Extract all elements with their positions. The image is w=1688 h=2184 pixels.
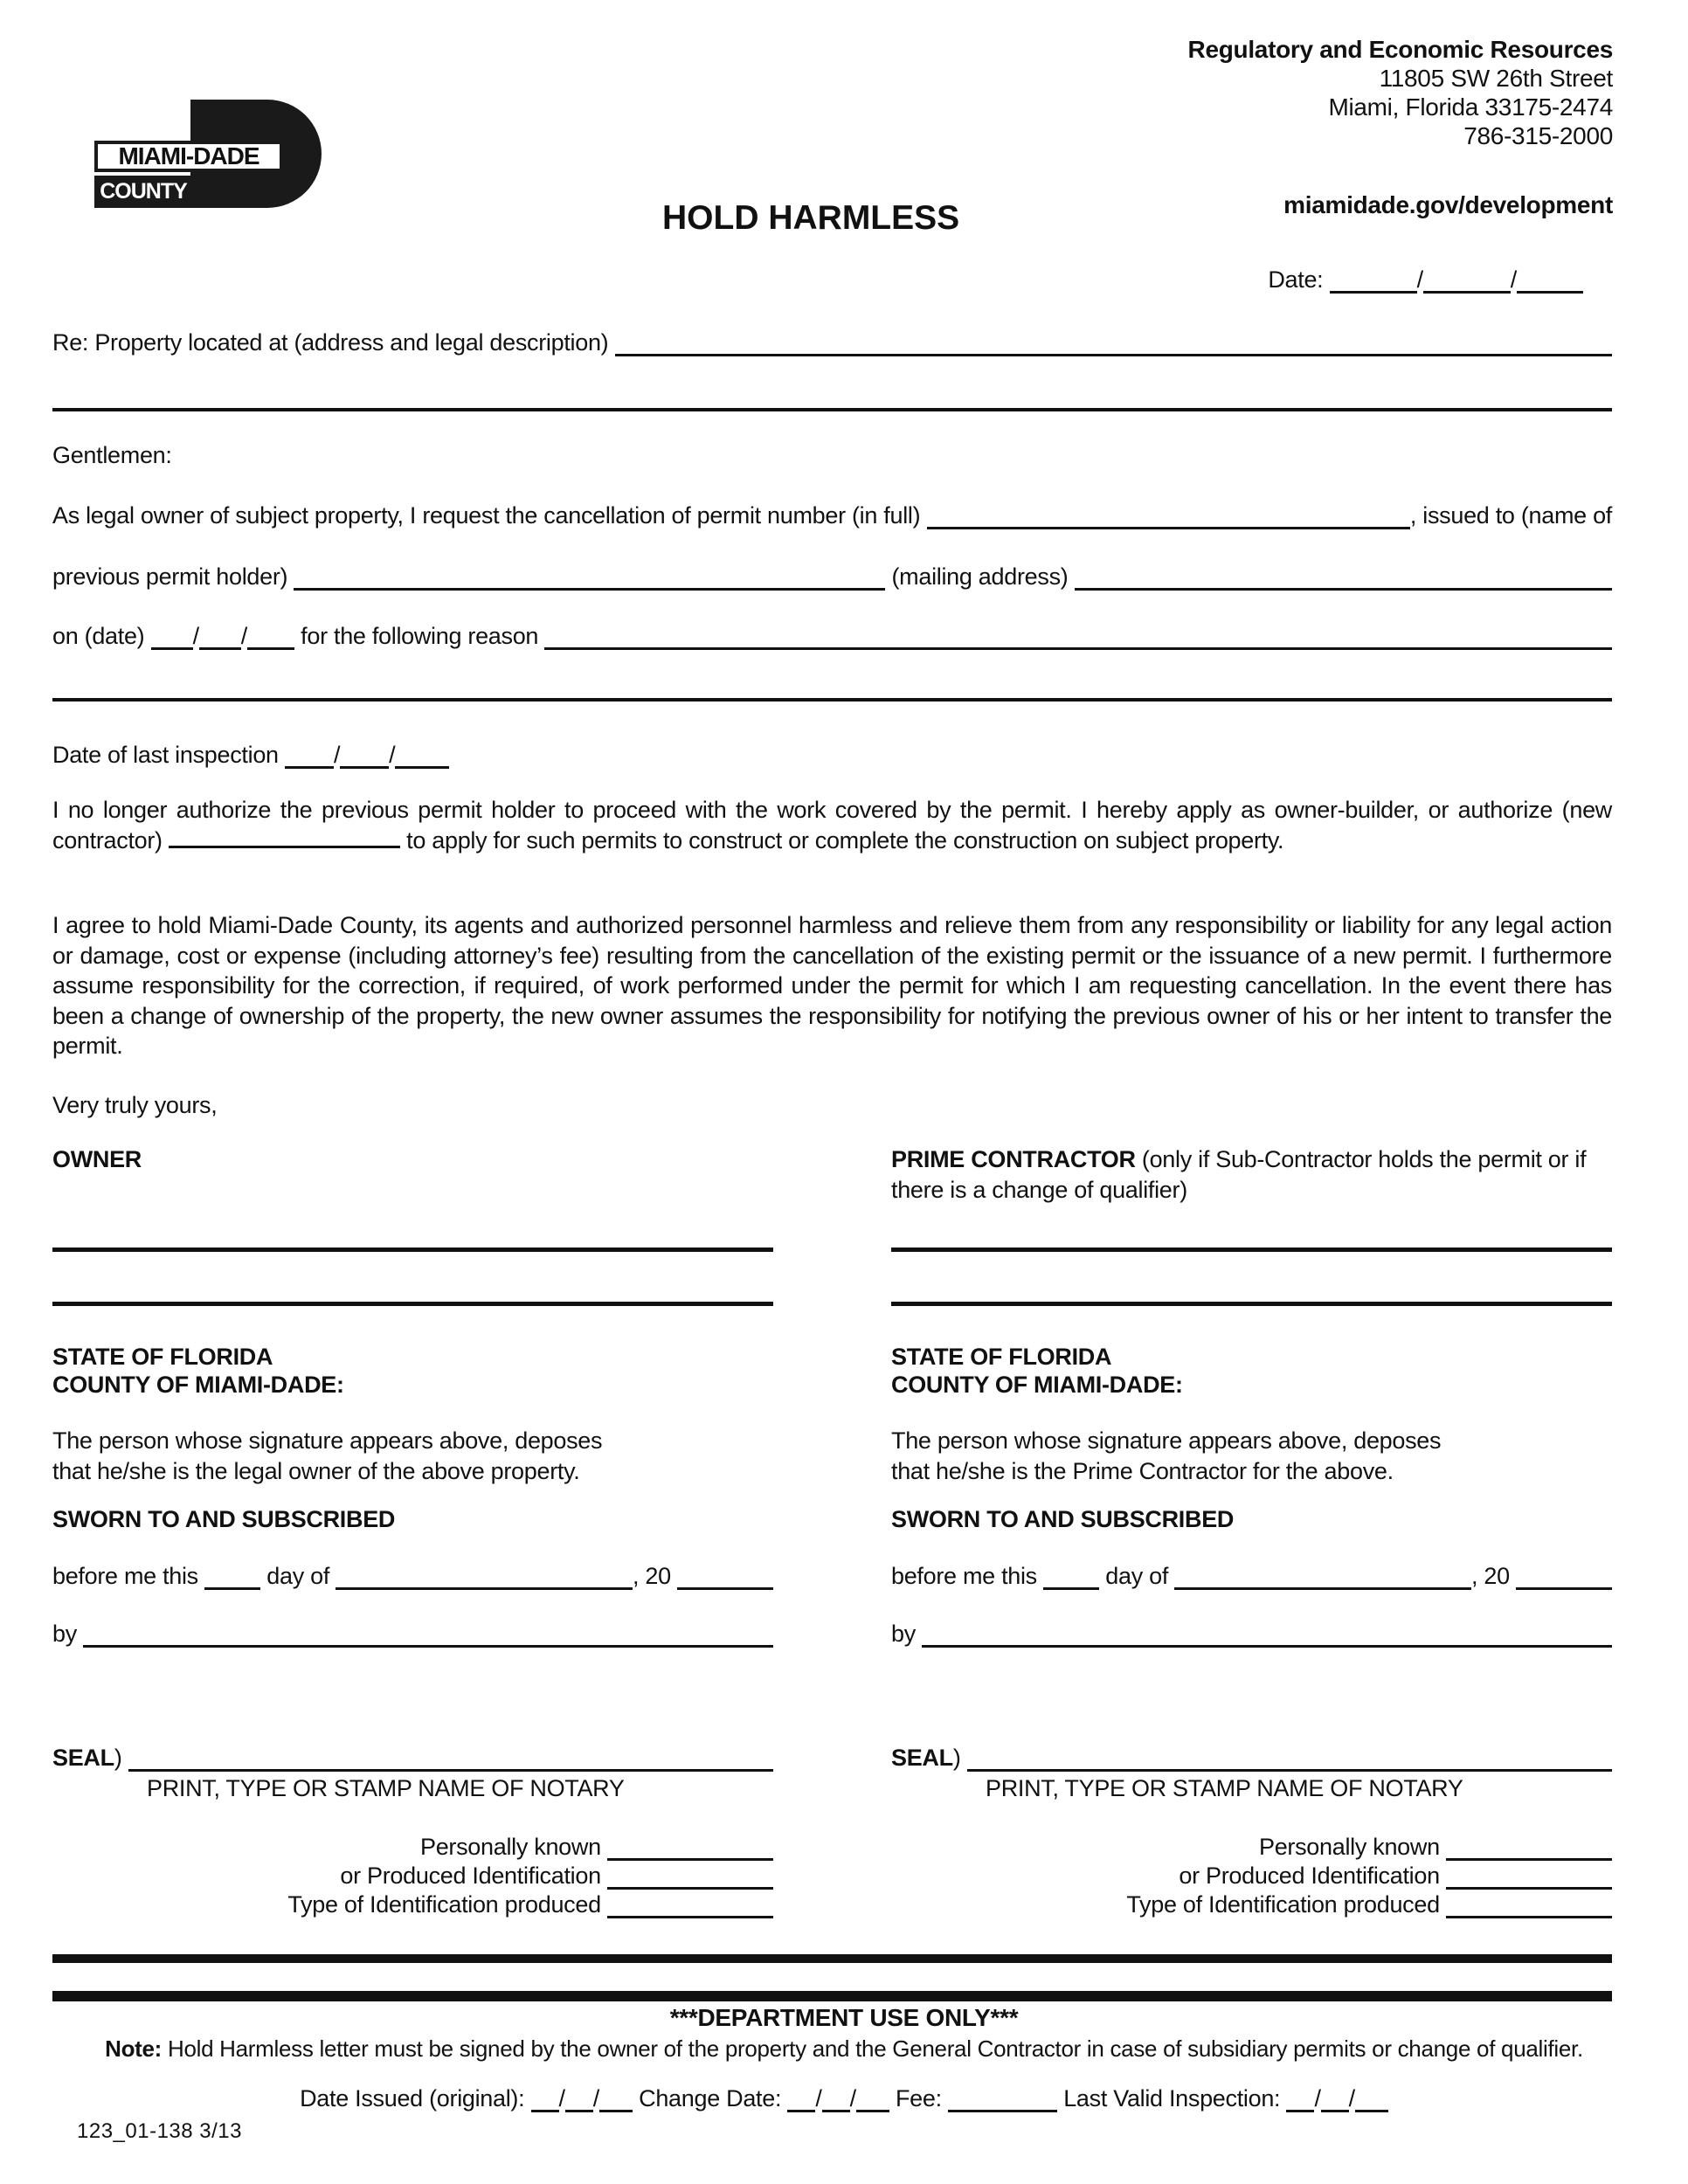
agency-address-block xyxy=(1188,35,1613,150)
county-label: COUNTY OF MIAMI-DADE: xyxy=(891,1372,1183,1398)
state-label: STATE OF FLORIDA xyxy=(52,1344,273,1370)
valid-inspection-day-field[interactable] xyxy=(1321,2086,1349,2112)
seal-paren: ) xyxy=(952,1745,967,1771)
year-20-text: , 20 xyxy=(1470,1563,1516,1589)
property-location-row xyxy=(52,325,1612,356)
owner-seal-row xyxy=(52,1740,773,1772)
contractor-notary-year-field[interactable] xyxy=(1516,1564,1612,1590)
property-location-label: Re: Property located at (address and legal description) xyxy=(52,329,615,356)
contractor-heading xyxy=(891,1144,1612,1206)
seal-label: SEAL xyxy=(52,1745,114,1771)
form-title: HOLD HARMLESS xyxy=(662,199,960,237)
contractor-depose-line-2: that he/she is the Prime Contractor for the above. xyxy=(891,1458,1394,1484)
change-date-label: Change Date: xyxy=(632,2085,788,2111)
slash-separator: / xyxy=(815,2085,822,2111)
form-date-year-field[interactable] xyxy=(1517,267,1583,294)
salutation: Gentlemen: xyxy=(52,442,172,468)
slash-separator: / xyxy=(389,742,396,768)
before-me-text: before me this xyxy=(52,1563,205,1589)
department-note xyxy=(0,2035,1688,2063)
seal-label: SEAL xyxy=(891,1745,953,1771)
fee-label: Fee: xyxy=(889,2085,948,2111)
owner-heading-bold: OWNER xyxy=(52,1146,142,1172)
type-id-label: Type of Identification produced xyxy=(1126,1891,1446,1918)
last-inspection-day-field[interactable] xyxy=(340,743,389,769)
contractor-type-id-field[interactable] xyxy=(1446,1894,1612,1918)
reason-continuation-field[interactable] xyxy=(52,698,1612,702)
form-date-month-field[interactable] xyxy=(1330,267,1417,294)
contractor-depose-line-1: The person whose signature appears above, deposes xyxy=(891,1427,1442,1454)
sworn-label: SWORN TO AND SUBSCRIBED xyxy=(891,1506,1235,1532)
hold-harmless-paragraph: I agree to hold Miami-Dade County, its agents and authorized personnel harmless and relieve them from any responsibility or liability for any legal action or damage, cost or expense (including attorney’s fee) resulting from the cancellation of the existing permit or the issuance of a new permit. I furthermore assume responsibility for the correction, if required, of work performed under the permit for which I am requesting cancellation. In the event there has been a change of ownership of the property, the new owner assumes the responsibility for notifying the previous owner of his or her intent to transfer the permit. xyxy=(52,912,1612,1059)
contractor-before-me-row xyxy=(891,1559,1612,1590)
last-inspection-label: Date of last inspection xyxy=(52,742,285,768)
owner-signature-line-1[interactable] xyxy=(52,1248,773,1252)
change-date-year-field[interactable] xyxy=(856,2086,889,2112)
slash-separator: / xyxy=(592,2085,599,2111)
divider-bar-top xyxy=(52,1954,1612,1963)
owner-heading xyxy=(52,1144,142,1175)
produced-id-label: or Produced Identification xyxy=(1179,1863,1446,1889)
department-name: Regulatory and Economic Resources xyxy=(1187,36,1613,63)
owner-notary-stamp-field[interactable] xyxy=(128,1745,773,1772)
contractor-heading-rest: (only if Sub-Contractor holds the permit or if there is a change of qualifier) xyxy=(891,1146,1587,1203)
form-date-day-field[interactable] xyxy=(1423,267,1511,294)
slash-separator: / xyxy=(849,2085,856,2111)
miami-dade-county-logo xyxy=(94,100,323,208)
date-label: Date: xyxy=(1268,266,1330,293)
contractor-notary-name-field[interactable] xyxy=(922,1621,1612,1648)
owner-personally-known-row xyxy=(52,1831,773,1861)
slash-separator: / xyxy=(558,2085,565,2111)
department-dates-row xyxy=(0,2081,1688,2112)
owner-notary-year-field[interactable] xyxy=(677,1564,773,1590)
issue-date-day-field[interactable] xyxy=(199,624,241,650)
type-id-label: Type of Identification produced xyxy=(287,1891,607,1918)
property-address-continuation-field[interactable] xyxy=(52,408,1612,411)
note-label: Note: xyxy=(105,2035,163,2062)
slash-separator: / xyxy=(1510,266,1517,293)
issue-date-year-field[interactable] xyxy=(247,624,294,650)
owner-produced-id-field[interactable] xyxy=(607,1865,773,1890)
sworn-label: SWORN TO AND SUBSCRIBED xyxy=(52,1506,396,1532)
note-text: Hold Harmless letter must be signed by the owner of the property and the General Contractor in case of subsidiary permits or change of qualifier. xyxy=(162,2035,1583,2062)
issue-date-month-field[interactable] xyxy=(151,624,193,650)
slash-separator: / xyxy=(1416,266,1423,293)
by-label: by xyxy=(52,1621,84,1647)
day-of-text: day of xyxy=(1099,1563,1175,1589)
contractor-depose-text xyxy=(891,1426,1441,1487)
contractor-signature-line-2[interactable] xyxy=(891,1302,1612,1306)
slash-separator: / xyxy=(192,623,199,649)
request-text-2: , issued to (name of xyxy=(1409,502,1612,529)
produced-id-label: or Produced Identification xyxy=(340,1863,607,1889)
year-20-text: , 20 xyxy=(632,1563,677,1589)
change-date-day-field[interactable] xyxy=(822,2086,850,2112)
last-inspection-month-field[interactable] xyxy=(285,743,334,769)
request-text-6: for the following reason xyxy=(294,623,545,649)
slash-separator: / xyxy=(333,742,341,768)
authorization-paragraph xyxy=(52,795,1612,856)
new-contractor-field[interactable] xyxy=(169,827,400,848)
permit-holder-name-field[interactable] xyxy=(294,564,885,591)
date-issued-label: Date Issued (original): xyxy=(300,2085,531,2111)
personally-known-label: Personally known xyxy=(419,1834,607,1860)
permit-number-field[interactable] xyxy=(927,503,1410,529)
request-text-1: As legal owner of subject property, I request the cancellation of permit number (in full) xyxy=(52,502,927,529)
request-line-2 xyxy=(52,559,1612,591)
state-label: STATE OF FLORIDA xyxy=(891,1344,1112,1370)
before-me-text: before me this xyxy=(891,1563,1044,1589)
contractor-signature-line-1[interactable] xyxy=(891,1248,1612,1252)
logo-county-label: COUNTY xyxy=(94,176,192,208)
owner-column xyxy=(52,1144,773,1939)
county-label: COUNTY OF MIAMI-DADE: xyxy=(52,1372,344,1398)
owner-notary-day-field[interactable] xyxy=(204,1564,260,1590)
closing-valediction: Very truly yours, xyxy=(52,1092,218,1118)
owner-produced-id-row xyxy=(52,1860,773,1890)
reason-field[interactable] xyxy=(544,624,1612,650)
phone-number: 786-315-2000 xyxy=(1463,122,1613,149)
valid-inspection-year-field[interactable] xyxy=(1355,2086,1388,2112)
owner-depose-line-1: The person whose signature appears above, deposes xyxy=(52,1427,603,1454)
contractor-personally-known-row xyxy=(891,1831,1612,1861)
notary-print-label: PRINT, TYPE OR STAMP NAME OF NOTARY xyxy=(147,1775,625,1801)
request-line-1 xyxy=(52,498,1612,529)
property-address-field[interactable] xyxy=(615,330,1612,356)
slash-separator: / xyxy=(240,623,247,649)
owner-depose-text xyxy=(52,1426,602,1487)
last-inspection-year-field[interactable] xyxy=(395,743,449,769)
owner-by-row xyxy=(52,1616,773,1648)
contractor-type-id-row xyxy=(891,1889,1612,1918)
owner-notary-name-field[interactable] xyxy=(83,1621,773,1648)
contractor-seal-row xyxy=(891,1740,1612,1772)
owner-before-me-row xyxy=(52,1559,773,1590)
form-number: 123_01-138 3/13 xyxy=(77,2119,242,2143)
city-state-zip: Miami, Florida 33175-2474 xyxy=(1328,93,1613,121)
date-issued-day-field[interactable] xyxy=(565,2086,593,2112)
last-inspection-row xyxy=(52,737,449,769)
request-text-4: (mailing address) xyxy=(885,563,1075,590)
owner-type-id-row xyxy=(52,1889,773,1918)
by-label: by xyxy=(891,1621,923,1647)
personally-known-label: Personally known xyxy=(1258,1834,1446,1860)
valid-inspection-month-field[interactable] xyxy=(1286,2086,1314,2112)
date-issued-year-field[interactable] xyxy=(599,2086,633,2112)
notary-print-label: PRINT, TYPE OR STAMP NAME OF NOTARY xyxy=(986,1775,1463,1801)
owner-depose-line-2: that he/she is the legal owner of the above property. xyxy=(52,1458,580,1484)
contractor-column xyxy=(891,1144,1612,1939)
logo-miami-dade-label: MIAMI-DADE xyxy=(94,141,283,172)
owner-personally-known-field[interactable] xyxy=(607,1836,773,1861)
date-issued-month-field[interactable] xyxy=(531,2086,559,2112)
street-address: 11805 SW 26th Street xyxy=(1379,65,1613,92)
contractor-notary-month-field[interactable] xyxy=(1174,1564,1471,1590)
contractor-produced-id-row xyxy=(891,1860,1612,1890)
owner-type-id-field[interactable] xyxy=(607,1894,773,1918)
request-text-3: previous permit holder) xyxy=(52,563,294,590)
signature-columns xyxy=(52,1144,1612,1939)
contractor-produced-id-field[interactable] xyxy=(1446,1865,1612,1890)
mailing-address-field[interactable] xyxy=(1075,564,1612,591)
slash-separator: / xyxy=(1348,2085,1355,2111)
authorization-text-1: I no longer authorize the previous permit holder to proceed with the work covered by the permit. I hereby apply as owner-builder, or xyxy=(52,797,1449,823)
request-text-5: on (date) xyxy=(52,623,151,649)
contractor-personally-known-field[interactable] xyxy=(1446,1836,1612,1861)
authorization-text-3: to apply for such permits to construct or complete the construction on subject property. xyxy=(399,827,1284,854)
website-url: miamidade.gov/development xyxy=(1283,191,1613,218)
fee-field[interactable] xyxy=(948,2086,1057,2112)
day-of-text: day of xyxy=(260,1563,336,1589)
request-line-3 xyxy=(52,619,1612,650)
last-valid-inspection-label: Last Valid Inspection: xyxy=(1057,2085,1287,2111)
contractor-heading-bold: PRIME CONTRACTOR xyxy=(891,1146,1136,1172)
change-date-month-field[interactable] xyxy=(787,2086,815,2112)
owner-notary-month-field[interactable] xyxy=(336,1564,633,1590)
department-use-only-title: ***DEPARTMENT USE ONLY*** xyxy=(669,2004,1019,2031)
seal-paren: ) xyxy=(114,1745,128,1771)
owner-signature-line-2[interactable] xyxy=(52,1302,773,1306)
slash-separator: / xyxy=(1314,2085,1321,2111)
contractor-notary-day-field[interactable] xyxy=(1043,1564,1099,1590)
contractor-by-row xyxy=(891,1616,1612,1648)
form-date-row xyxy=(1268,262,1583,294)
divider-bar-bottom xyxy=(52,1991,1612,2001)
authorization-text-2: authorize (new contractor) xyxy=(52,797,1612,854)
contractor-notary-stamp-field[interactable] xyxy=(967,1745,1612,1772)
